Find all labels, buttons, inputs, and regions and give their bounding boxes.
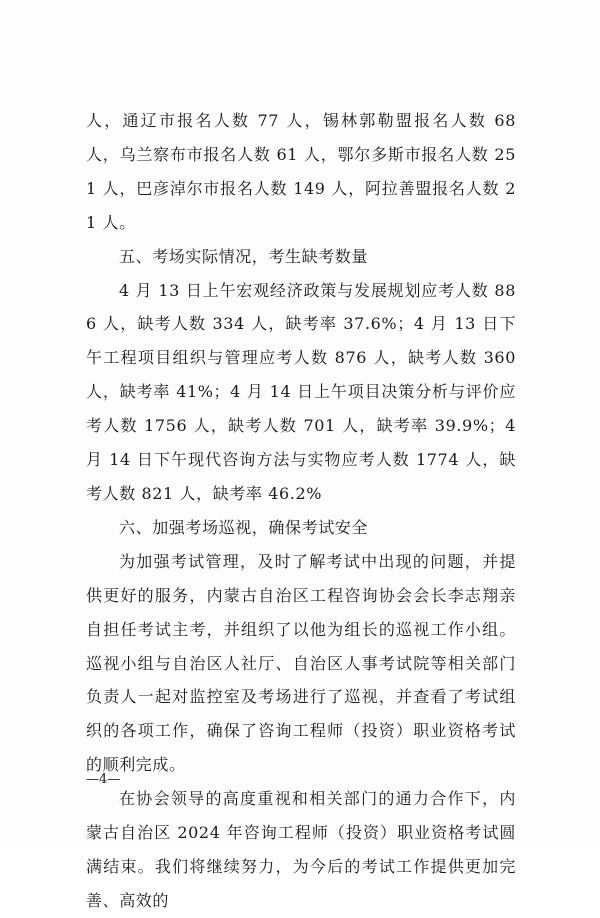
paragraph-inspection: 为加强考试管理，及时了解考试中出现的问题，并提供更好的服务，内蒙古自治区工程咨询协会会长李志翔亲自担任考试主考，并组织了以他为组长的巡视工作小组。巡视小组与自治区人社厅、自治区人事考试院等相关部门负责人一起对监控室及考场进行了巡视，并查看了考试组织的各项工作，确保了咨询工程师（投资）职业资格考试的顺利完成。: [86, 551, 516, 775]
paragraph-continuation: 人，通辽市报名人数 77 人，锡林郭勒盟报名人数 68 人，乌兰察布市报名人数 61 人，鄂尔多斯市报名人数 251 人，巴彦淖尔市报名人数 149 人，阿拉善盟报名人数 21 人。: [86, 111, 516, 232]
section-heading-6: 六、加强考场巡视，确保考试安全: [119, 517, 369, 537]
page-number: —4—: [86, 772, 121, 787]
paragraph-absence-stats: 4 月 13 日上午宏观经济政策与发展规划应考人数 886 人，缺考人数 334 人，缺考率 37.6%；4 月 13 日下午工程项目组织与管理应考人数 876 人，缺考人数 360 人，缺考率 41%；4 月 14 日上午项目决策分析与评价应考人数 1756 人，缺考人数 701 人，缺考率 39.9%；4 月 14 日下午现代咨询方法与实物应考人数 1774 人，缺考人数 821 人，缺考率 46.2%: [86, 280, 516, 503]
section-heading-5: 五、考场实际情况，考生缺考数量: [119, 246, 369, 266]
document-body: [86, 104, 516, 918]
paragraph-conclusion: 在协会领导的高度重视和相关部门的通力合作下，内蒙古自治区 2024 年咨询工程师（投资）职业资格考试圆满结束。我们将继续努力，为今后的考试工作提供更加完善、高效的: [86, 789, 516, 910]
